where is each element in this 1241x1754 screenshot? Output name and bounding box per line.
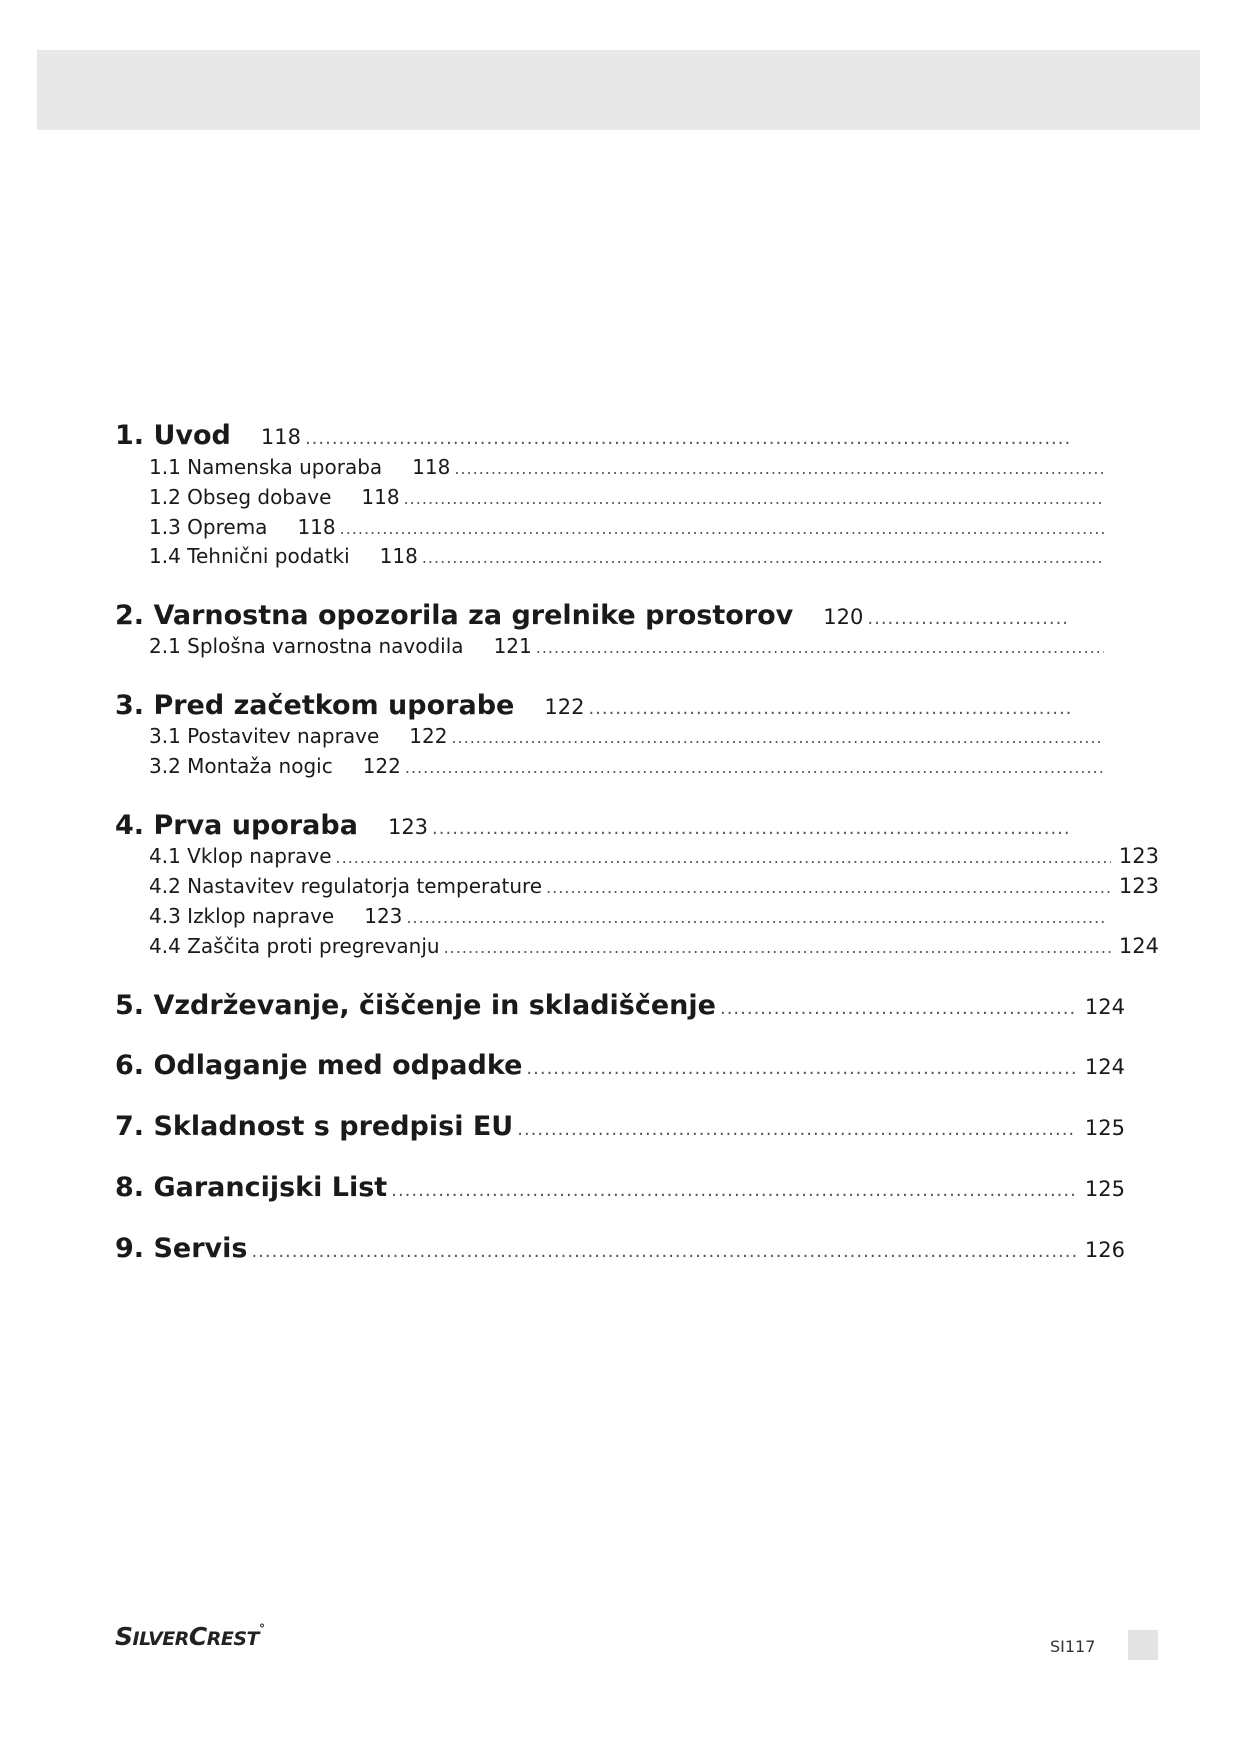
header-band: [37, 50, 1200, 130]
toc-leader-dots: [588, 698, 1070, 719]
toc-chapter: [115, 1233, 1125, 1264]
toc-label: 3.2 Montaža nogic: [149, 754, 333, 778]
toc-section: [115, 934, 1159, 958]
toc-chapter: [115, 1111, 1125, 1142]
toc-inline-page-number: 121: [493, 634, 532, 658]
toc-inline-page-number: 122: [362, 754, 401, 778]
toc-label: 4.1 Vklop naprave: [149, 844, 332, 868]
toc-page-number: 124: [1084, 995, 1125, 1019]
toc-chapter: [115, 420, 1070, 451]
toc-leader-dots: [536, 638, 1104, 657]
toc-page-number: 125: [1084, 1116, 1125, 1140]
toc-chapter: [115, 990, 1125, 1021]
toc-leader-dots: [406, 908, 1104, 927]
toc-chapter: [115, 600, 1070, 631]
toc-leader-dots: [454, 459, 1104, 478]
toc-leader-dots: [305, 428, 1070, 449]
page-tab-marker: [1128, 1630, 1158, 1660]
toc-leader-dots: [251, 1241, 1076, 1262]
toc-label: 6. Odlaganje med odpadke: [115, 1050, 523, 1081]
toc-label: 1.3 Oprema: [149, 515, 268, 539]
toc-leader-dots: [867, 608, 1070, 629]
toc-section: [115, 455, 1104, 479]
toc-label: 1. Uvod: [115, 420, 231, 451]
toc-label: 1.4 Tehnični podatki: [149, 544, 350, 568]
toc-leader-dots: [517, 1119, 1077, 1140]
toc-inline-page-number: 122: [409, 724, 448, 748]
toc-label: 8. Garancijski List: [115, 1172, 388, 1203]
toc-leader-dots: [336, 848, 1111, 867]
page-code: SI117: [1050, 1637, 1096, 1656]
toc-leader-dots: [405, 758, 1104, 777]
toc-chapter: [115, 1050, 1125, 1081]
toc-leader-dots: [432, 818, 1070, 839]
toc-inline-page-number: 118: [297, 515, 336, 539]
toc-label: 4.4 Zaščita proti pregrevanju: [149, 934, 440, 958]
toc-label: 4.2 Nastavitev regulatorja temperature: [149, 874, 543, 898]
toc-section: [115, 904, 1104, 928]
toc-label: 1.1 Namenska uporaba: [149, 455, 383, 479]
toc-section: [115, 544, 1104, 568]
silvercrest-logo: SILVERCREST°: [115, 1622, 265, 1651]
toc-section: [115, 874, 1159, 898]
toc-page-number: 123: [1118, 874, 1159, 898]
toc-label: 7. Skladnost s predpisi EU: [115, 1111, 514, 1142]
toc-label: 3. Pred začetkom uporabe: [115, 690, 515, 721]
toc-inline-page-number: 122: [544, 695, 585, 719]
toc-label: 3.1 Postavitev naprave: [149, 724, 380, 748]
toc-chapter: [115, 810, 1070, 841]
toc-inline-page-number: 120: [823, 605, 864, 629]
toc-leader-dots: [546, 878, 1111, 897]
toc-section: [115, 515, 1104, 539]
toc-leader-dots: [391, 1180, 1077, 1201]
toc-leader-dots: [404, 489, 1104, 508]
toc-page-number: 126: [1084, 1238, 1125, 1262]
toc-inline-page-number: 123: [387, 815, 429, 839]
toc-section: [115, 634, 1104, 658]
toc-chapter: [115, 1172, 1125, 1203]
toc-label: 1.2 Obseg dobave: [149, 485, 332, 509]
toc-leader-dots: [526, 1058, 1077, 1079]
toc-label: 9. Servis: [115, 1233, 248, 1264]
toc-leader-dots: [444, 938, 1111, 957]
toc-section: [115, 485, 1104, 509]
toc-section: [115, 754, 1104, 778]
toc-page-number: 124: [1118, 934, 1159, 958]
toc-leader-dots: [340, 519, 1104, 538]
toc-inline-page-number: 118: [361, 485, 400, 509]
toc-page-number: 123: [1118, 844, 1159, 868]
toc-label: 2.1 Splošna varnostna navodila: [149, 634, 464, 658]
toc-label: 4. Prva uporaba: [115, 810, 358, 841]
toc-label: 4.3 Izklop naprave: [149, 904, 335, 928]
toc-label: 2. Varnostna opozorila za grelnike prostorov: [115, 600, 794, 631]
toc-section: [115, 724, 1104, 748]
toc-leader-dots: [451, 728, 1104, 747]
toc-inline-page-number: 118: [260, 425, 301, 449]
toc-page-number: 125: [1084, 1177, 1125, 1201]
toc-page-number: 124: [1084, 1055, 1125, 1079]
toc-inline-page-number: 118: [379, 544, 418, 568]
toc-inline-page-number: 123: [364, 904, 403, 928]
toc-chapter: [115, 690, 1070, 721]
toc-section: [115, 844, 1159, 868]
toc-label: 5. Vzdrževanje, čiščenje in skladiščenje: [115, 990, 716, 1021]
toc-leader-dots: [720, 998, 1077, 1019]
toc-leader-dots: [422, 548, 1104, 567]
toc-inline-page-number: 118: [412, 455, 451, 479]
